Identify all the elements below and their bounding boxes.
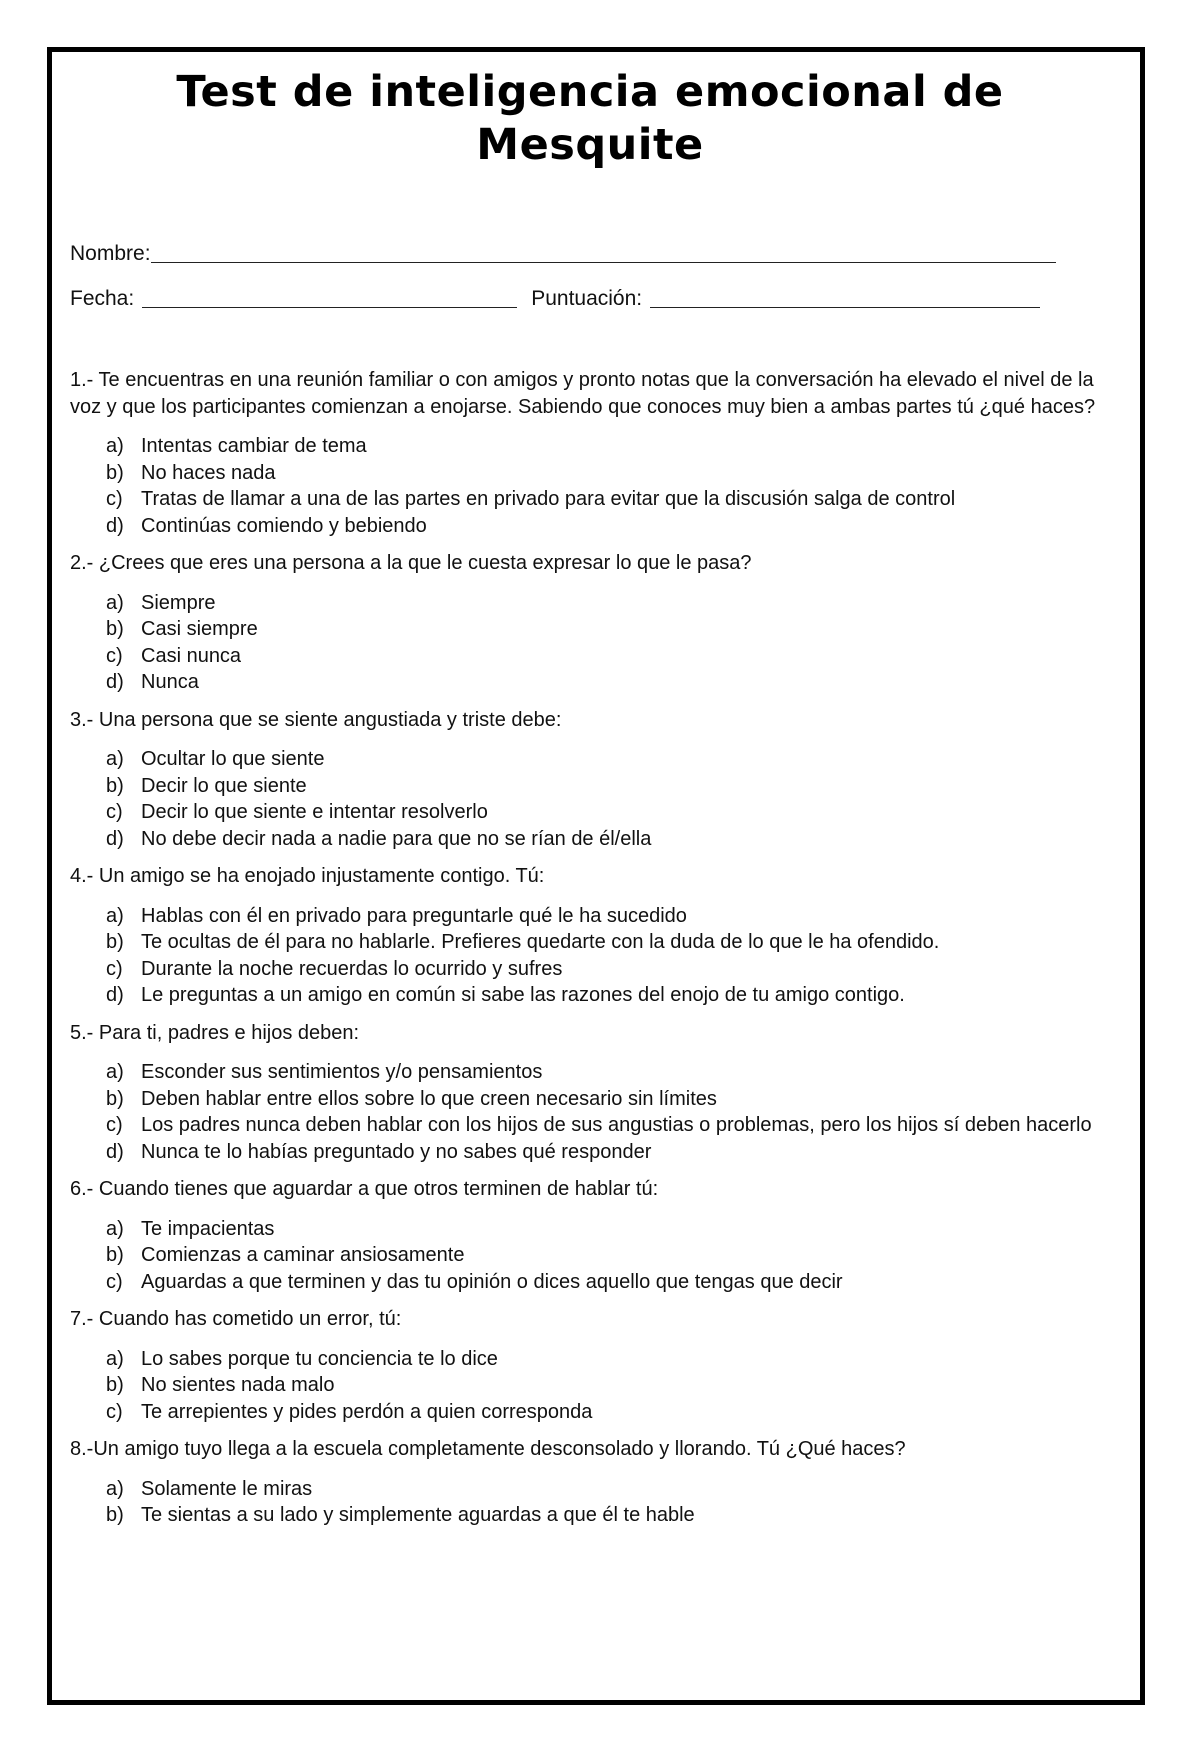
date-label: Fecha: — [70, 287, 135, 310]
option-letter: c) — [106, 1114, 123, 1136]
answer-option[interactable] — [106, 1112, 1110, 1139]
question-item — [70, 550, 1110, 696]
option-letter: c) — [106, 1400, 123, 1423]
question-item — [70, 707, 1110, 853]
option-letter: a) — [106, 1061, 124, 1083]
option-text: No debe decir nada a nadie para que no se rían de él/ella — [141, 827, 652, 850]
option-text: Hablas con él en privado para preguntarle qué le ha sucedido — [141, 904, 687, 927]
question-item — [70, 863, 1110, 1009]
option-letter: a) — [106, 591, 124, 614]
option-text: Te impacientas — [141, 1217, 275, 1240]
option-text: Esconder sus sentimientos y/o pensamientos — [141, 1061, 543, 1083]
answer-option[interactable] — [106, 773, 1110, 800]
answer-option[interactable] — [106, 1216, 1110, 1243]
answer-option[interactable] — [106, 486, 1110, 513]
date-score-field-row — [70, 281, 1110, 311]
answer-options — [70, 1059, 1110, 1165]
option-letter: c) — [106, 957, 123, 980]
option-text: Casi nunca — [141, 644, 242, 667]
answer-option[interactable] — [106, 1346, 1110, 1373]
answer-options — [70, 433, 1110, 539]
question-text: 8.-Un amigo tuyo llega a la escuela completamente desconsolado y llorando. Tú ¿Qué haces? — [70, 1438, 906, 1460]
option-letter: b) — [106, 1087, 124, 1110]
option-letter: a) — [106, 1347, 124, 1370]
answer-option[interactable] — [106, 1502, 1110, 1529]
question-text: 1.- Te encuentras en una reunión familiar o con amigos y pronto notas que la conversación ha elevado el nivel de la voz y que los participantes comienzan a enojarse. Sabiendo que conoces muy bien a ambas partes tú ¿qué haces? — [70, 369, 1096, 418]
answer-option[interactable] — [106, 643, 1110, 670]
answer-options — [70, 746, 1110, 852]
date-blank-line[interactable] — [142, 285, 517, 308]
option-letter: a) — [106, 904, 124, 927]
answer-options — [70, 903, 1110, 1009]
worksheet-content — [70, 66, 1110, 1540]
option-text: Te sientas a su lado y simplemente aguardas a que él te hable — [141, 1504, 695, 1526]
header-fields — [70, 236, 1110, 311]
question-list — [70, 367, 1110, 1529]
answer-option[interactable] — [106, 1476, 1110, 1503]
answer-option[interactable] — [106, 460, 1110, 487]
answer-option[interactable] — [106, 1139, 1110, 1166]
answer-option[interactable] — [106, 1086, 1110, 1113]
score-label: Puntuación: — [531, 287, 643, 310]
question-text: 4.- Un amigo se ha enojado injustamente contigo. Tú: — [70, 865, 545, 887]
question-text: 7.- Cuando has cometido un error, tú: — [70, 1308, 402, 1330]
option-text: Decir lo que siente e intentar resolverlo — [141, 801, 488, 823]
option-letter: d) — [106, 827, 124, 850]
option-text: Nunca te lo habías preguntado y no sabes qué responder — [141, 1140, 652, 1163]
option-letter: b) — [106, 461, 124, 484]
answer-options — [70, 1476, 1110, 1529]
option-letter: b) — [106, 931, 124, 953]
option-text: Le preguntas a un amigo en común si sabe las razones del enojo de tu amigo contigo. — [141, 984, 905, 1006]
option-text: Lo sabes porque tu conciencia te lo dice — [141, 1347, 498, 1370]
question-item — [70, 367, 1110, 539]
option-letter: b) — [106, 774, 124, 797]
answer-option[interactable] — [106, 590, 1110, 617]
option-letter: c) — [106, 1270, 123, 1293]
question-item — [70, 1176, 1110, 1295]
answer-option[interactable] — [106, 799, 1110, 826]
option-text: Durante la noche recuerdas lo ocurrido y sufres — [141, 957, 563, 980]
answer-options — [70, 590, 1110, 696]
option-text: Siempre — [141, 591, 216, 614]
option-text: Ocultar lo que siente — [141, 748, 325, 770]
question-text: 3.- Una persona que se siente angustiada y triste debe: — [70, 708, 562, 731]
option-letter: a) — [106, 748, 124, 770]
answer-options — [70, 1216, 1110, 1296]
answer-option[interactable] — [106, 929, 1110, 956]
option-text: Nunca — [141, 671, 199, 693]
answer-option[interactable] — [106, 1269, 1110, 1296]
question-text: 5.- Para ti, padres e hijos deben: — [70, 1021, 360, 1044]
option-letter: d) — [106, 984, 124, 1006]
answer-option[interactable] — [106, 826, 1110, 853]
option-letter: a) — [106, 435, 124, 457]
answer-options — [70, 1346, 1110, 1426]
option-text: No sientes nada malo — [141, 1374, 335, 1396]
answer-option[interactable] — [106, 1242, 1110, 1269]
answer-option[interactable] — [106, 1399, 1110, 1426]
option-letter: d) — [106, 514, 124, 537]
answer-option[interactable] — [106, 433, 1110, 460]
option-letter: a) — [106, 1217, 124, 1240]
option-text: Aguardas a que terminen y das tu opinión o dices aquello que tengas que decir — [141, 1270, 843, 1293]
option-text: Deben hablar entre ellos sobre lo que creen necesario sin límites — [141, 1087, 717, 1110]
option-text: Comienzas a caminar ansiosamente — [141, 1244, 465, 1266]
option-letter: d) — [106, 671, 124, 693]
option-text: Casi siempre — [141, 618, 258, 640]
option-text: Los padres nunca deben hablar con los hijos de sus angustias o problemas, pero los hijos sí deben hacerlo — [141, 1114, 1092, 1136]
option-letter: a) — [106, 1477, 124, 1500]
name-field-row — [70, 236, 1110, 266]
answer-option[interactable] — [106, 616, 1110, 643]
answer-option[interactable] — [106, 1059, 1110, 1086]
score-blank-line[interactable] — [650, 285, 1040, 308]
option-text: Intentas cambiar de tema — [141, 435, 367, 457]
answer-option[interactable] — [106, 903, 1110, 930]
option-letter: b) — [106, 1374, 124, 1396]
answer-option[interactable] — [106, 1372, 1110, 1399]
option-text: Te arrepientes y pides perdón a quien corresponda — [141, 1400, 593, 1423]
name-label: Nombre: — [70, 242, 151, 265]
question-text: 6.- Cuando tienes que aguardar a que otros terminen de hablar tú: — [70, 1178, 659, 1200]
option-letter: b) — [106, 1244, 124, 1266]
answer-option[interactable] — [106, 982, 1110, 1009]
page-title: Test de inteligencia emocional de Mesquite — [176, 67, 1004, 170]
option-letter: b) — [106, 618, 124, 640]
option-text: No haces nada — [141, 461, 276, 484]
answer-option[interactable] — [106, 956, 1110, 983]
name-blank-line[interactable] — [151, 240, 1056, 263]
question-item — [70, 1436, 1110, 1529]
option-text: Tratas de llamar a una de las partes en privado para evitar que la discusión salga de control — [141, 488, 956, 510]
question-item — [70, 1020, 1110, 1166]
question-text: 2.- ¿Crees que eres una persona a la que le cuesta expresar lo que le pasa? — [70, 552, 752, 574]
option-text: Decir lo que siente — [141, 774, 307, 797]
answer-option[interactable] — [106, 513, 1110, 540]
answer-option[interactable] — [106, 669, 1110, 696]
option-text: Continúas comiendo y bebiendo — [141, 514, 427, 537]
question-item — [70, 1306, 1110, 1425]
option-text: Solamente le miras — [141, 1477, 313, 1500]
option-letter: c) — [106, 644, 123, 667]
option-letter: d) — [106, 1140, 124, 1163]
answer-option[interactable] — [106, 746, 1110, 773]
option-text: Te ocultas de él para no hablarle. Prefieres quedarte con la duda de lo que le ha ofendido. — [141, 931, 940, 953]
option-letter: c) — [106, 488, 123, 510]
option-letter: c) — [106, 801, 123, 823]
option-letter: b) — [106, 1504, 124, 1526]
